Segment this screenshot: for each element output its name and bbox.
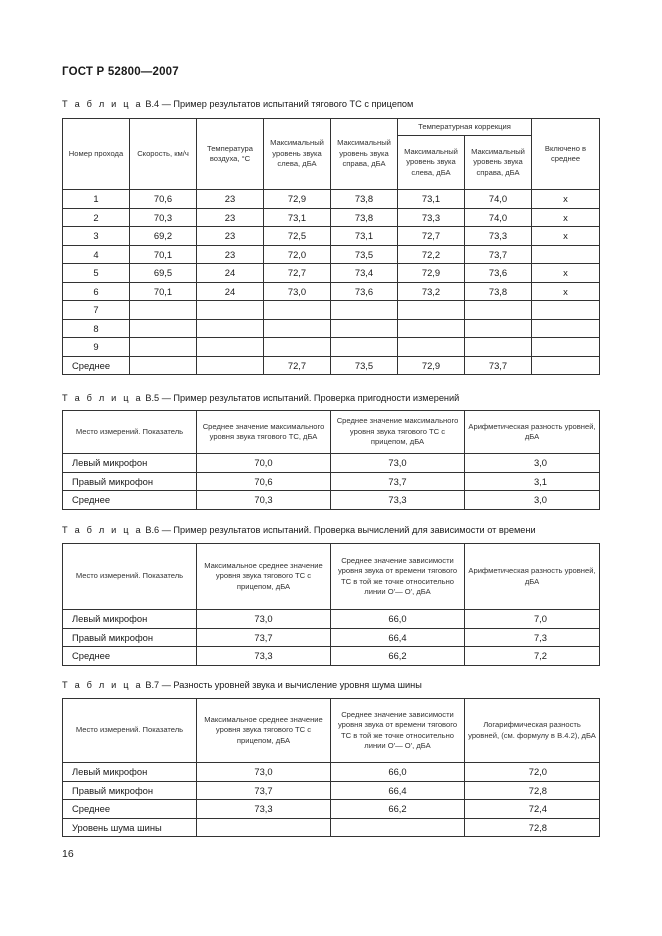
table-cell: [130, 319, 197, 338]
table-cell: 72,2: [398, 245, 465, 264]
table-cell: Левый микрофон: [63, 454, 197, 473]
table-cell: [130, 338, 197, 357]
table-row: [63, 763, 600, 782]
table-cell: 23: [197, 227, 264, 246]
table-cell: [197, 338, 264, 357]
table-cell: 72,0: [465, 763, 600, 782]
table-cell: [197, 319, 264, 338]
table-cell: 69,2: [130, 227, 197, 246]
table-cell: 73,5: [331, 245, 398, 264]
table-cell: [331, 338, 398, 357]
table-row: [63, 245, 600, 264]
table-cell: Правый микрофон: [63, 628, 197, 647]
table-cell: [465, 301, 532, 320]
table-cell: 66,4: [331, 628, 465, 647]
table-cell: 7,0: [465, 610, 600, 629]
table-cell: Среднее: [63, 647, 197, 666]
table-cell: 70,1: [130, 282, 197, 301]
table-cell: x: [532, 190, 600, 209]
table-cell: 66,0: [331, 763, 465, 782]
table-cell: 3,0: [465, 491, 600, 510]
table-cell: [331, 301, 398, 320]
table-cell: 73,1: [264, 208, 331, 227]
table-cell: [197, 818, 331, 837]
table-row: [63, 319, 600, 338]
document-id: ГОСТ Р 52800—2007: [62, 66, 179, 78]
caption-number: В.5: [145, 393, 160, 403]
table-cell: Правый микрофон: [63, 781, 197, 800]
table-cell: 70,6: [130, 190, 197, 209]
table-row: [63, 818, 600, 837]
table-cell: 73,3: [197, 800, 331, 819]
table-cell: 73,7: [465, 245, 532, 264]
caption-label: Т а б л и ц а: [62, 393, 143, 403]
table-cell: [264, 338, 331, 357]
table-cell: 4: [63, 245, 130, 264]
table-cell: 23: [197, 208, 264, 227]
table-cell: 23: [197, 190, 264, 209]
table-cell: 72,9: [398, 264, 465, 283]
table-cell: 73,6: [465, 264, 532, 283]
table-row: [63, 472, 600, 491]
table-b4: [62, 118, 600, 375]
caption-text: — Пример результатов испытаний тягового ТС с прицепом: [161, 99, 414, 109]
table-cell: [532, 338, 600, 357]
header-location: Место измерений. Показатель: [63, 411, 197, 454]
table-cell: 6: [63, 282, 130, 301]
table-cell: 72,9: [398, 356, 465, 375]
table-cell: 73,3: [197, 647, 331, 666]
table-cell: [532, 356, 600, 375]
table-cell: 73,8: [331, 190, 398, 209]
table-cell: 3: [63, 227, 130, 246]
table-cell: 73,7: [465, 356, 532, 375]
header-arithmetic-difference: Арифметическая разность уровней, дБА: [465, 544, 600, 610]
table-row: [63, 264, 600, 283]
table-b4-body: [63, 190, 600, 375]
header-time-dependence-avg: Среднее значение зависимости уровня звука от времени тягового ТС в той же точке относительно линии О'— О', дБА: [331, 544, 465, 610]
table-cell: 1: [63, 190, 130, 209]
header-temperature-correction: Температурная коррекция: [398, 119, 532, 136]
table-cell: [532, 319, 600, 338]
table-row: [63, 190, 600, 209]
table-b5-caption: [62, 393, 459, 403]
table-cell: 72,7: [264, 356, 331, 375]
caption-number: В.4: [145, 99, 160, 109]
table-cell: 66,2: [331, 800, 465, 819]
table-row: [63, 208, 600, 227]
table-cell: x: [532, 282, 600, 301]
table-cell: 73,3: [398, 208, 465, 227]
header-corrected-left: Максимальный уровень звука слева, дБА: [398, 136, 465, 190]
table-cell: 2: [63, 208, 130, 227]
header-pass-number: Номер прохода: [63, 119, 130, 190]
table-cell: 73,7: [197, 628, 331, 647]
table-row: [63, 781, 600, 800]
table-cell: [197, 356, 264, 375]
table-cell: 66,0: [331, 610, 465, 629]
table-b6-body: [63, 610, 600, 666]
table-b6: [62, 543, 600, 666]
table-cell: [532, 245, 600, 264]
table-cell: 73,6: [331, 282, 398, 301]
header-logarithmic-difference: Логарифмическая разность уровней, (см. формулу в В.4.2), дБА: [465, 699, 600, 763]
table-cell: [398, 338, 465, 357]
table-cell: [398, 301, 465, 320]
table-row: [63, 356, 600, 375]
table-cell: 7,3: [465, 628, 600, 647]
table-row: [63, 282, 600, 301]
header-location: Место измерений. Показатель: [63, 544, 197, 610]
table-cell: 5: [63, 264, 130, 283]
table-row: [63, 301, 600, 320]
table-b4-caption: [62, 99, 413, 109]
table-cell: 3,1: [465, 472, 600, 491]
table-cell: 8: [63, 319, 130, 338]
table-cell: 72,9: [264, 190, 331, 209]
table-cell: 73,8: [465, 282, 532, 301]
page-number: 16: [62, 848, 74, 860]
table-cell: [331, 319, 398, 338]
table-b6-caption: [62, 525, 536, 535]
table-b5-body: [63, 454, 600, 510]
caption-label: Т а б л и ц а: [62, 525, 143, 535]
header-location: Место измерений. Показатель: [63, 699, 197, 763]
table-cell: Уровень шума шины: [63, 818, 197, 837]
table-cell: Среднее: [63, 491, 197, 510]
table-cell: 70,3: [130, 208, 197, 227]
table-row: [63, 628, 600, 647]
table-cell: [465, 319, 532, 338]
table-cell: 3,0: [465, 454, 600, 473]
header-corrected-right: Максимальный уровень звука справа, дБА: [465, 136, 532, 190]
header-air-temperature: Температура воздуха, °С: [197, 119, 264, 190]
table-cell: 73,0: [264, 282, 331, 301]
table-cell: x: [532, 264, 600, 283]
table-cell: [130, 356, 197, 375]
table-cell: [465, 338, 532, 357]
table-row: [63, 610, 600, 629]
table-cell: 70,0: [197, 454, 331, 473]
table-row: [63, 800, 600, 819]
table-cell: 7,2: [465, 647, 600, 666]
table-cell: 73,8: [331, 208, 398, 227]
header-max-level-left: Максимальный уровень звука слева, дБА: [264, 119, 331, 190]
table-cell: [532, 301, 600, 320]
header-included-in-average: Включено в среднее: [532, 119, 600, 190]
table-cell: x: [532, 227, 600, 246]
table-cell: 70,3: [197, 491, 331, 510]
table-cell: [197, 301, 264, 320]
table-cell: 73,5: [331, 356, 398, 375]
table-cell: 73,7: [331, 472, 465, 491]
table-cell: 23: [197, 245, 264, 264]
table-cell: 69,5: [130, 264, 197, 283]
table-cell: 73,2: [398, 282, 465, 301]
table-b7-caption: [62, 680, 422, 690]
table-cell: [264, 319, 331, 338]
table-cell: 72,4: [465, 800, 600, 819]
table-row: [63, 454, 600, 473]
table-cell: 73,0: [197, 610, 331, 629]
header-max-level-right: Максимальный уровень звука справа, дБА: [331, 119, 398, 190]
table-cell: 74,0: [465, 208, 532, 227]
table-cell: 73,1: [398, 190, 465, 209]
table-cell: 73,3: [465, 227, 532, 246]
table-cell: Среднее: [63, 356, 130, 375]
header-arithmetic-difference: Арифметическая разность уровней, дБА: [465, 411, 600, 454]
table-cell: 74,0: [465, 190, 532, 209]
table-cell: 73,7: [197, 781, 331, 800]
header-speed: Скорость, км/ч: [130, 119, 197, 190]
table-cell: 73,1: [331, 227, 398, 246]
table-cell: 70,1: [130, 245, 197, 264]
table-cell: [264, 301, 331, 320]
table-b7: [62, 698, 600, 837]
table-b5: [62, 410, 600, 510]
table-cell: 7: [63, 301, 130, 320]
table-cell: 72,7: [398, 227, 465, 246]
table-cell: Левый микрофон: [63, 763, 197, 782]
table-cell: 66,4: [331, 781, 465, 800]
caption-label: Т а б л и ц а: [62, 99, 143, 109]
caption-text: — Пример результатов испытаний. Проверка вычислений для зависимости от времени: [161, 525, 536, 535]
caption-label: Т а б л и ц а: [62, 680, 143, 690]
table-cell: 70,6: [197, 472, 331, 491]
header-time-dependence-avg: Среднее значение зависимости уровня звука от времени тягового ТС в той же точке относительно линии О'— О', дБА: [331, 699, 465, 763]
table-row: [63, 491, 600, 510]
table-cell: 72,5: [264, 227, 331, 246]
table-cell: [130, 301, 197, 320]
table-b7-body: [63, 763, 600, 837]
table-cell: 72,8: [465, 781, 600, 800]
header-avg-max-tractor: Среднее значение максимального уровня звука тягового ТС, дБА: [197, 411, 331, 454]
table-row: [63, 647, 600, 666]
table-cell: 72,8: [465, 818, 600, 837]
header-max-avg-level: Максимальное среднее значение уровня звука тягового ТС с прицепом, дБА: [197, 699, 331, 763]
table-cell: 73,4: [331, 264, 398, 283]
table-cell: 73,0: [197, 763, 331, 782]
table-cell: Левый микрофон: [63, 610, 197, 629]
table-cell: Правый микрофон: [63, 472, 197, 491]
table-cell: 66,2: [331, 647, 465, 666]
table-cell: 24: [197, 264, 264, 283]
table-cell: [331, 818, 465, 837]
table-row: [63, 338, 600, 357]
table-cell: 73,0: [331, 454, 465, 473]
caption-text: — Пример результатов испытаний. Проверка пригодности измерений: [161, 393, 460, 403]
caption-text: — Разность уровней звука и вычисление уровня шума шины: [161, 680, 422, 690]
caption-number: В.6: [145, 525, 160, 535]
table-cell: Среднее: [63, 800, 197, 819]
header-max-avg-level: Максимальное среднее значение уровня звука тягового ТС с прицепом, дБА: [197, 544, 331, 610]
caption-number: В.7: [145, 680, 160, 690]
table-cell: [398, 319, 465, 338]
table-cell: 9: [63, 338, 130, 357]
table-cell: 24: [197, 282, 264, 301]
header-avg-max-trailer: Среднее значение максимального уровня звука тягового ТС с прицепом, дБА: [331, 411, 465, 454]
table-cell: 73,3: [331, 491, 465, 510]
table-cell: 72,7: [264, 264, 331, 283]
table-row: [63, 227, 600, 246]
table-cell: x: [532, 208, 600, 227]
table-cell: 72,0: [264, 245, 331, 264]
